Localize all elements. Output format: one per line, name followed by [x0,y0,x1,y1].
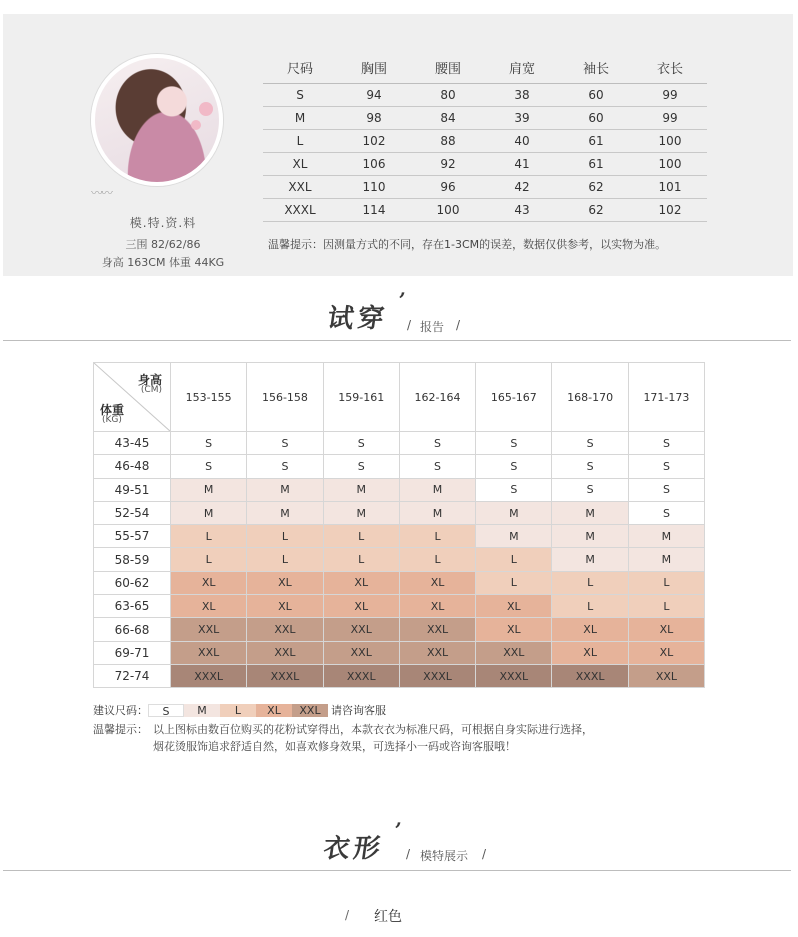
size-table-cell: 114 [337,198,411,221]
chart-row [94,548,705,571]
chart-row [94,618,705,641]
chart-row [94,595,705,618]
model-height-weight: 身高 163CM 体重 44KG [101,256,225,269]
size-table-cell: 43 [485,198,559,221]
chart-size-cell: L [552,571,628,594]
chart-weight-label: 49-51 [94,478,171,501]
chart-height-header: 168-170 [552,363,628,432]
flower-decoration [199,102,213,116]
chart-size-cell: XXL [628,664,704,687]
tryon-title: 试穿 [325,304,390,334]
header-sleeve: 袖长 [559,53,633,83]
chart-height-header: 153-155 [171,363,247,432]
size-table-cell: 42 [485,175,559,198]
size-table-header [263,53,707,83]
size-table-cell: 80 [411,83,485,106]
size-table-row [263,129,707,152]
chart-size-cell: XL [399,571,475,594]
chart-size-cell: XL [628,618,704,641]
chart-size-cell: L [323,525,399,548]
chart-weight-label: 60-62 [94,571,171,594]
header-waist: 腰围 [411,53,485,83]
chart-size-cell: L [628,595,704,618]
size-table-cell: 92 [411,152,485,175]
chart-size-cell: S [628,455,704,478]
legend-swatch: XXL [292,704,328,717]
chart-height-header: 156-158 [247,363,323,432]
tryon-section-heading [0,288,798,334]
chart-size-cell: XL [247,595,323,618]
legend-swatch: XL [256,704,292,717]
chart-height-header: 162-164 [399,363,475,432]
chart-size-cell: XXL [171,641,247,664]
size-table-cell: XXL [263,175,337,198]
model-section-subtitle: 模特展示 [420,849,469,863]
size-table-cell: 41 [485,152,559,175]
chart-weight-label: 43-45 [94,432,171,455]
size-table-cell: XXXL [263,198,337,221]
chart-weight-label: 69-71 [94,641,171,664]
chart-row [94,525,705,548]
chart-row [94,571,705,594]
legend-swatches [148,704,328,717]
chart-size-cell: XL [476,595,552,618]
chart-size-cell: M [552,501,628,524]
size-table-cell: M [263,106,337,129]
size-table-row [263,198,707,221]
tryon-slash-right: / [456,318,461,332]
corner-height-label: 身高 [137,373,162,387]
size-table-cell: 61 [559,129,633,152]
size-table-cell: 38 [485,83,559,106]
chart-size-cell: L [247,525,323,548]
model-section-heading [0,818,798,864]
section-divider [3,340,791,341]
size-table-cell: 84 [411,106,485,129]
size-table-cell: 110 [337,175,411,198]
chart-size-cell: M [628,548,704,571]
chart-size-cell: M [552,525,628,548]
chart-size-cell: S [171,432,247,455]
section-divider [3,870,791,871]
size-table-row [263,152,707,175]
chart-size-cell: XL [476,618,552,641]
chart-size-cell: XXXL [247,664,323,687]
size-table-cell: 100 [633,152,707,175]
tips-line-1: 以上图标由数百位购买的花粉试穿得出，本款衣衣为标准尺码，可根据自身实际进行选择， [153,723,593,736]
chart-size-cell: L [399,548,475,571]
chart-size-cell: XXL [399,618,475,641]
model-measurements: 三围 82/62/86 [125,238,201,251]
chart-size-cell: XXL [476,641,552,664]
chart-size-cell: M [171,478,247,501]
chart-row [94,455,705,478]
chart-size-cell: XL [628,641,704,664]
chart-size-cell: S [628,432,704,455]
chart-size-cell: M [323,478,399,501]
chart-size-cell: L [247,548,323,571]
chart-row [94,432,705,455]
size-table-cell: 99 [633,83,707,106]
chart-size-cell: XL [323,571,399,594]
size-table-cell: 88 [411,129,485,152]
chart-weight-label: 58-59 [94,548,171,571]
chart-size-cell: M [247,478,323,501]
chart-row [94,641,705,664]
size-table-cell: 99 [633,106,707,129]
size-table-row [263,83,707,106]
chart-weight-label: 66-68 [94,618,171,641]
tryon-subtitle: 报告 [420,320,445,334]
size-table-cell: XL [263,152,337,175]
chart-size-cell: M [476,525,552,548]
chart-size-cell: S [628,478,704,501]
chart-size-cell: S [476,478,552,501]
size-table-cell: 102 [633,198,707,221]
chart-weight-label: 63-65 [94,595,171,618]
size-table [263,53,707,222]
color-slash: / [345,908,350,922]
size-table-cell: 39 [485,106,559,129]
chart-size-cell: S [552,478,628,501]
legend-swatch: L [220,704,256,717]
chart-size-cell: S [476,455,552,478]
chart-size-cell: XXXL [399,664,475,687]
chart-size-cell: S [171,455,247,478]
size-table-cell: 62 [559,198,633,221]
tips-line-2: 烟花烫服饰追求舒适自然，如喜欢修身效果，可选择小一码或咨询客服哦！ [153,740,516,753]
chart-row [94,664,705,687]
chart-height-header: 159-161 [323,363,399,432]
chart-header-row [94,363,705,432]
chart-size-cell: L [476,548,552,571]
size-table-row [263,175,707,198]
chart-size-cell: XXL [399,641,475,664]
tryon-title-mark: ’ [396,288,411,312]
chart-height-header: 165-167 [476,363,552,432]
size-table-cell: 96 [411,175,485,198]
chart-weight-label: 55-57 [94,525,171,548]
chart-size-cell: S [628,501,704,524]
chart-size-cell: L [399,525,475,548]
flower-decoration [191,120,201,130]
size-table-cell: 60 [559,83,633,106]
chart-size-cell: S [552,432,628,455]
chart-size-cell: XL [171,595,247,618]
chart-size-cell: XXXL [171,664,247,687]
chart-size-cell: XXXL [323,664,399,687]
size-table-cell: 101 [633,175,707,198]
chart-size-cell: S [552,455,628,478]
chart-size-cell: XXL [247,618,323,641]
size-table-cell: 40 [485,129,559,152]
model-info-title: 模.特.资.料 [129,216,197,230]
model-section-title-mark: ’ [392,818,407,842]
chart-size-cell: M [399,478,475,501]
size-table-cell: 100 [633,129,707,152]
tryon-chart [93,362,705,688]
chart-size-cell: S [323,432,399,455]
chart-size-cell: S [399,432,475,455]
tips-label: 温馨提示： [93,723,148,736]
chart-size-cell: XXL [171,618,247,641]
chart-size-cell: M [171,501,247,524]
chart-size-cell: S [323,455,399,478]
chart-size-cell: XL [552,641,628,664]
chart-size-cell: XL [247,571,323,594]
size-table-cell: 106 [337,152,411,175]
size-table-cell: 62 [559,175,633,198]
chart-size-cell: XL [171,571,247,594]
corner-weight-unit: (KG) [102,415,122,425]
chart-weight-label: 52-54 [94,501,171,524]
header-shoulder: 肩宽 [485,53,559,83]
model-section-slash-right: / [482,847,487,861]
chart-size-cell: M [552,548,628,571]
header-size: 尺码 [263,53,337,83]
color-name: 红色 [374,909,402,925]
size-table-cell: 102 [337,129,411,152]
chart-row [94,478,705,501]
chart-size-cell: XL [323,595,399,618]
model-section-title: 衣形 [321,834,386,864]
chart-weight-label: 46-48 [94,455,171,478]
chart-size-cell: XXL [247,641,323,664]
chart-size-cell: XXL [323,618,399,641]
chart-size-cell: S [399,455,475,478]
chart-size-cell: L [476,571,552,594]
legend-tail: 请咨询客服 [331,704,386,717]
size-table-cell: 100 [411,198,485,221]
size-note: 温馨提示：因测量方式的不同，存在1-3CM的误差，数据仅供参考，以实物为准。 [268,238,667,251]
size-table-body [263,83,707,221]
chart-height-header: 171-173 [628,363,704,432]
corner-weight-label: 体重 [100,403,125,417]
chart-size-cell: S [247,432,323,455]
corner-height-unit: (CM) [140,385,162,395]
chart-size-cell: XL [552,618,628,641]
chart-row [94,501,705,524]
color-label [0,906,798,926]
wave-decoration-icon: 〰〰 [91,186,112,200]
chart-size-cell: XXXL [476,664,552,687]
chart-size-cell: XL [399,595,475,618]
size-table-row [263,106,707,129]
chart-size-cell: L [323,548,399,571]
chart-size-cell: S [247,455,323,478]
size-table-cell: 61 [559,152,633,175]
chart-size-cell: M [323,501,399,524]
chart-size-cell: L [171,548,247,571]
chart-size-cell: S [476,432,552,455]
size-table-cell: 98 [337,106,411,129]
chart-corner [94,363,171,432]
chart-size-cell: L [552,595,628,618]
chart-size-cell: M [247,501,323,524]
chart-size-cell: XXL [323,641,399,664]
size-table-cell: 94 [337,83,411,106]
size-legend [93,703,386,717]
legend-swatch: M [184,704,220,717]
tryon-chart-body [94,363,705,688]
legend-label: 建议尺码： [93,704,148,717]
size-table-cell: 60 [559,106,633,129]
size-table-cell: S [263,83,337,106]
model-avatar [91,54,223,186]
header-bust: 胸围 [337,53,411,83]
chart-weight-label: 72-74 [94,664,171,687]
legend-swatch: S [148,704,184,717]
model-section-slash-left: / [406,847,411,861]
tryon-slash-left: / [407,318,412,332]
chart-size-cell: L [171,525,247,548]
chart-size-cell: M [628,525,704,548]
chart-size-cell: M [476,501,552,524]
chart-size-cell: XXXL [552,664,628,687]
chart-size-cell: L [628,571,704,594]
header-length: 衣长 [633,53,707,83]
size-table-cell: L [263,129,337,152]
chart-size-cell: M [399,501,475,524]
